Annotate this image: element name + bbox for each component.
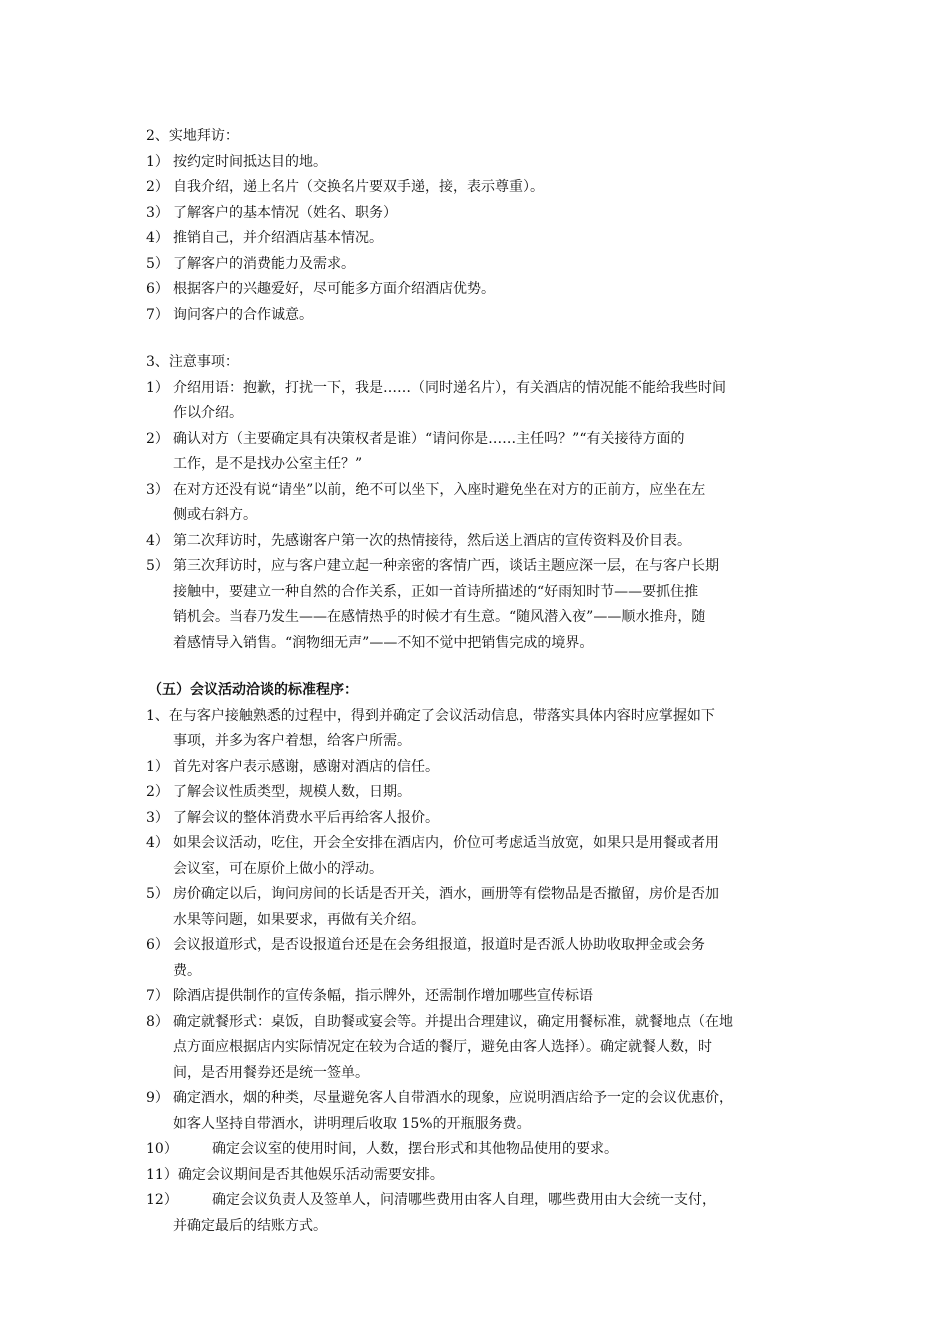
- item-line: 确认对方（主要确定具有决策权者是谁）“请问你是……主任吗？”“有关接待方面的: [173, 430, 685, 447]
- item-number: 9）: [146, 1090, 169, 1106]
- list-item: [146, 201, 821, 227]
- item-line: 确定会议期间是否其他娱乐活动需要安排。: [177, 1166, 444, 1183]
- item-number: 4）: [146, 835, 169, 851]
- section-2-title: 2、实地拜访：: [146, 128, 239, 144]
- item-text: 按约定时间抵达目的地。: [173, 153, 327, 170]
- item-number: 5）: [146, 558, 169, 574]
- item-number: 2）: [146, 179, 169, 195]
- section-5-heading: （五）会议活动洽谈的标准程序：: [148, 682, 358, 698]
- list-item: [146, 226, 821, 252]
- list-item: [146, 1188, 821, 1214]
- list-item: [146, 882, 821, 933]
- list-item: [146, 175, 821, 201]
- paragraph-gap: [146, 656, 821, 678]
- item-text: 推销自己，并介绍酒店基本情况。: [173, 230, 383, 246]
- item-number: 3）: [146, 809, 169, 826]
- item-line: 水果等问题，如果要求，再做有关介绍。: [173, 911, 425, 928]
- list-item: [146, 1163, 821, 1189]
- section-3-title: 3、注意事项：: [146, 354, 239, 370]
- item-line: 销机会。当春乃发生——在感情热乎的时候才有生意。“随风潜入夜”——顺水推舟，随: [173, 609, 706, 625]
- item-line: 工作，是不是找办公室主任？”: [173, 456, 363, 472]
- item-line: 间，是否用餐券还是统一签单。: [173, 1064, 369, 1081]
- item-number: 4）: [146, 532, 169, 549]
- item-number: 1）: [146, 153, 169, 170]
- item-text: 根据客户的兴趣爱好，尽可能多方面介绍酒店优势。: [173, 281, 495, 297]
- item-line: 第二次拜访时，先感谢客户第一次的热情接待，然后送上酒店的宣传资料及价目表。: [173, 532, 691, 549]
- item-number: 10）: [146, 1141, 178, 1157]
- list-item: [146, 780, 821, 806]
- item-number: 1）: [146, 379, 169, 396]
- list-item: [146, 529, 821, 555]
- item-line: 会议室，可在原价上做小的浮动。: [173, 860, 383, 877]
- item-number: 5）: [146, 255, 169, 272]
- item-line: 费。: [173, 962, 201, 979]
- item-line: 如果会议活动，吃住，开会全安排在酒店内，价位可考虑适当放宽，如果只是用餐或者用: [173, 835, 719, 851]
- item-line: 首先对客户表示感谢，感谢对酒店的信任。: [173, 758, 439, 775]
- list-item: [146, 1086, 821, 1137]
- item-number: 7）: [146, 306, 169, 323]
- item-text: 询问客户的合作诚意。: [173, 306, 313, 323]
- item-line: 确定会议负责人及签单人，问清哪些费用由客人自理，哪些费用由大会统一支付，: [212, 1192, 716, 1208]
- item-line: 会议报道形式，是否设报道台还是在会务组报道，报道时是否派人协助收取押金或会务: [173, 937, 705, 953]
- list-item: [146, 984, 821, 1010]
- intro-line: 1、在与客户接触熟悉的过程中，得到并确定了会议活动信息，带落实具体内容时应掌握如下: [146, 707, 715, 724]
- item-number: 1）: [146, 758, 169, 775]
- intro-line: 事项，并多为客户着想，给客户所需。: [173, 733, 411, 749]
- item-text: 自我介绍，递上名片（交换名片要双手递，接，表示尊重）。: [173, 179, 544, 195]
- item-line: 介绍用语：抱歉，打扰一下，我是……（同时递名片），有关酒店的情况能不能给我些时间: [173, 379, 726, 396]
- item-line: 侧或右斜方。: [173, 507, 257, 523]
- item-line: 点方面应根据店内实际情况定在较为合适的餐厅，避免由客人选择）。确定就餐人数，时: [173, 1039, 712, 1055]
- list-item: [146, 303, 821, 329]
- item-line: 并确定最后的结账方式。: [173, 1217, 327, 1234]
- list-item: [146, 277, 821, 303]
- list-item: [146, 755, 821, 781]
- item-line: 着感情导入销售。“润物细无声”——不知不觉中把销售完成的境界。: [173, 634, 594, 651]
- item-line: 如客人坚持自带酒水，讲明理后收取 15%的开瓶服务费。: [173, 1115, 531, 1132]
- list-item: [146, 831, 821, 882]
- item-number: 6）: [146, 937, 169, 953]
- document-page: [146, 124, 821, 1239]
- item-line: 确定酒水，烟的种类，尽量避免客人自带酒水的现象，应说明酒店给予一定的会议优惠价，: [173, 1090, 733, 1106]
- item-number: 2）: [146, 430, 169, 447]
- item-text: 了解客户的基本情况（姓名、职务）: [173, 204, 397, 221]
- item-number: 12）: [146, 1192, 178, 1208]
- paragraph-gap: [146, 328, 821, 350]
- item-line: 除酒店提供制作的宣传条幅，指示牌外，还需制作增加哪些宣传标语: [173, 988, 593, 1004]
- item-number: 8）: [146, 1013, 169, 1030]
- list-item: [146, 806, 821, 832]
- list-item: [146, 1010, 821, 1087]
- item-number: 3）: [146, 204, 169, 221]
- item-line: 接触中，要建立一种自然的合作关系，正如一首诗所描述的“好雨知时节——要抓住推: [173, 583, 699, 600]
- item-number: 11）: [146, 1166, 178, 1183]
- item-text: 了解客户的消费能力及需求。: [173, 255, 355, 272]
- list-item: [146, 478, 821, 529]
- item-number: 3）: [146, 481, 169, 498]
- item-number: 5）: [146, 886, 169, 902]
- list-item: [146, 252, 821, 278]
- list-item: [146, 376, 821, 427]
- item-line: 了解会议性质类型，规模人数，日期。: [173, 784, 411, 800]
- list-item: [146, 427, 821, 478]
- item-line: 第三次拜访时，应与客户建立起一种亲密的客情广西，谈话主题应深一层，在与客户长期: [173, 558, 719, 574]
- list-item: [146, 1137, 821, 1163]
- list-item: [146, 933, 821, 984]
- item-number: 2）: [146, 784, 169, 800]
- item-line: 作以介绍。: [173, 405, 243, 421]
- list-item: [146, 150, 821, 176]
- item-line: 确定会议室的使用时间，人数，摆台形式和其他物品使用的要求。: [212, 1141, 618, 1157]
- item-line: 房价确定以后，询问房间的长话是否开关，酒水，画册等有偿物品是否撤留，房价是否加: [173, 886, 719, 902]
- item-number: 7）: [146, 988, 169, 1004]
- item-line: 确定就餐形式：桌饭，自助餐或宴会等。并提出合理建议，确定用餐标准，就餐地点（在地: [173, 1013, 733, 1030]
- item-number: 4）: [146, 230, 169, 246]
- list-item: [146, 554, 821, 656]
- item-number: 6）: [146, 281, 169, 297]
- item-line: 在对方还没有说“请坐”以前，绝不可以坐下，入座时避免坐在对方的正前方，应坐在左: [173, 481, 706, 498]
- item-line: 了解会议的整体消费水平后再给客人报价。: [173, 809, 439, 826]
